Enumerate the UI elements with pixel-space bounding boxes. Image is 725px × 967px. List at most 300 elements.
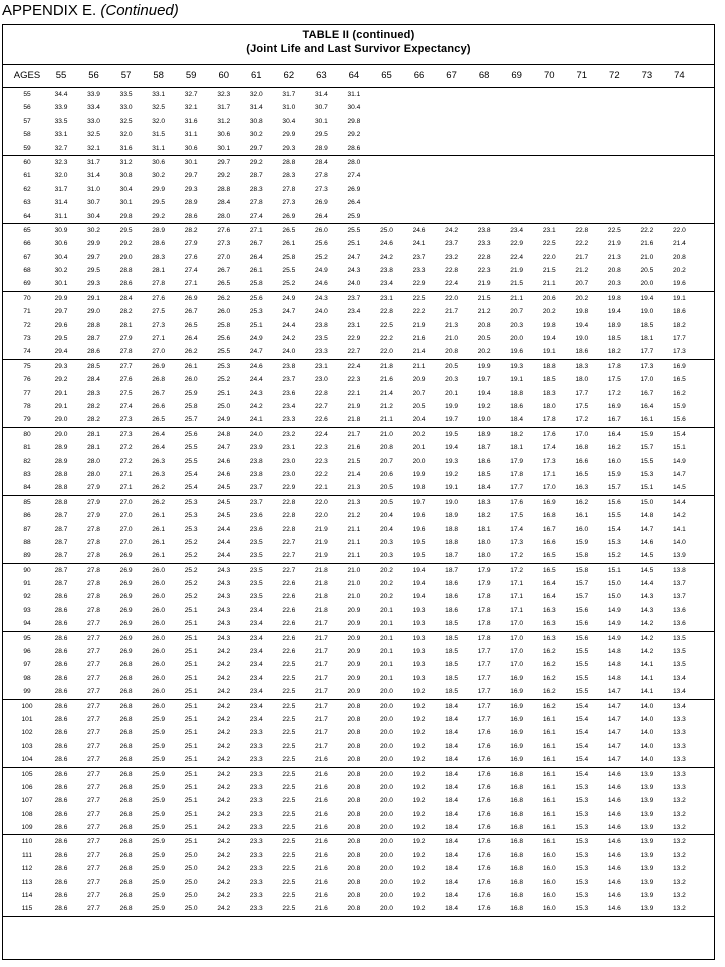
table-cell: 27.5 [119, 389, 133, 397]
table-cell: 31.7 [217, 104, 231, 112]
table-cell: 20.4 [412, 416, 426, 424]
table-cell: 29.3 [54, 362, 68, 370]
table-cell: 23.7 [347, 294, 361, 302]
table-cell: 25.2 [184, 552, 198, 560]
table-cell: 18.6 [445, 606, 459, 614]
table-row [3, 740, 714, 753]
table-cell: 20.7 [575, 280, 589, 288]
table-cell: 17.6 [477, 905, 491, 913]
table-cell: 21.1 [347, 525, 361, 533]
table-cell: 20.8 [347, 770, 361, 778]
table-cell: 19.4 [575, 321, 589, 329]
table-cell: 25.5 [217, 348, 231, 356]
table-cell: 29.2 [54, 376, 68, 384]
table-cell: 19.2 [412, 824, 426, 832]
table-cell: 15.4 [575, 770, 589, 778]
table-cell: 24.2 [217, 770, 231, 778]
table-cell: 20.5 [412, 402, 426, 410]
table-cell: 27.3 [119, 430, 133, 438]
table-cell: 22.0 [445, 294, 459, 302]
table-cell: 23.3 [249, 892, 263, 900]
table-cell: 22.5 [542, 240, 556, 248]
row-group [3, 428, 714, 496]
table-cell: 21.6 [314, 756, 328, 764]
table-cell: 15.6 [673, 416, 686, 424]
row-group [3, 496, 714, 564]
table-cell: 17.5 [607, 376, 621, 384]
table-cell: 20.2 [673, 267, 686, 275]
table-cell: 26.4 [184, 335, 198, 343]
row-age: 65 [23, 226, 31, 234]
table-body [3, 88, 714, 917]
table-cell: 17.8 [477, 620, 491, 628]
table-cell: 22.2 [640, 226, 654, 234]
row-age: 110 [21, 838, 33, 846]
table-cell: 29.7 [249, 144, 263, 152]
table-cell: 26.9 [119, 580, 133, 588]
table-cell: 28.6 [54, 905, 68, 913]
table-cell: 17.0 [510, 620, 524, 628]
table-cell: 13.7 [673, 593, 686, 601]
table-cell: 27.8 [87, 566, 100, 574]
row-age: 92 [23, 593, 31, 601]
table-row [3, 549, 714, 562]
table-cell: 17.6 [477, 770, 491, 778]
table-cell: 22.6 [282, 580, 296, 588]
table-cell: 18.4 [445, 851, 459, 859]
table-cell: 16.1 [542, 838, 556, 846]
table-row [3, 835, 714, 848]
table-cell: 22.3 [347, 376, 361, 384]
table-cell: 31.0 [87, 185, 100, 193]
table-cell: 27.7 [87, 770, 100, 778]
row-age: 71 [23, 308, 31, 316]
table-row [3, 713, 714, 726]
table-cell: 25.5 [347, 226, 361, 234]
row-age: 66 [23, 240, 31, 248]
table-cell: 13.4 [673, 674, 686, 682]
column-header: 73 [641, 70, 653, 81]
table-cell: 24.2 [217, 905, 231, 913]
table-cell: 18.7 [477, 444, 491, 452]
row-age: 70 [23, 294, 31, 302]
table-cell: 16.0 [607, 457, 621, 465]
table-cell: 31.7 [54, 185, 68, 193]
table-cell: 23.3 [249, 905, 263, 913]
table-cell: 24.7 [217, 444, 231, 452]
table-cell: 27.1 [152, 335, 166, 343]
table-cell: 25.4 [184, 470, 198, 478]
table-cell: 25.3 [217, 362, 231, 370]
table-cell: 20.3 [380, 552, 393, 560]
table-cell: 29.1 [54, 389, 68, 397]
table-cell: 26.8 [119, 892, 133, 900]
table-cell: 21.9 [314, 538, 328, 546]
table-cell: 28.6 [54, 688, 68, 696]
table-cell: 18.7 [445, 552, 459, 560]
table-cell: 16.8 [510, 797, 524, 805]
table-cell: 15.0 [607, 593, 621, 601]
table-cell: 14.6 [607, 865, 621, 873]
table-cell: 16.9 [542, 498, 556, 506]
table-cell: 18.5 [445, 674, 459, 682]
table-cell: 17.1 [510, 580, 524, 588]
table-cell: 19.3 [412, 606, 426, 614]
table-cell: 24.0 [282, 348, 296, 356]
table-cell: 16.1 [542, 783, 556, 791]
table-cell: 27.5 [152, 308, 166, 316]
table-cell: 27.7 [87, 634, 100, 642]
table-cell: 22.8 [477, 253, 491, 261]
table-cell: 16.0 [542, 865, 556, 873]
table-cell: 22.5 [282, 702, 296, 710]
table-cell: 27.8 [119, 348, 133, 356]
table-cell: 26.1 [152, 512, 166, 520]
row-age: 94 [23, 620, 31, 628]
table-cell: 17.6 [510, 498, 524, 506]
table-cell: 13.9 [640, 838, 654, 846]
table-cell: 13.9 [640, 865, 654, 873]
table-row [3, 210, 714, 223]
row-age: 112 [21, 865, 33, 873]
row-age: 103 [21, 742, 33, 750]
table-cell: 21.6 [640, 240, 654, 248]
table-cell: 19.2 [412, 715, 426, 723]
table-cell: 20.0 [380, 838, 393, 846]
table-cell: 26.8 [119, 688, 133, 696]
table-cell: 20.0 [380, 715, 393, 723]
table-row [3, 523, 714, 536]
table-cell: 20.3 [510, 321, 524, 329]
table-cell: 28.6 [54, 865, 68, 873]
table-cell: 16.8 [510, 865, 524, 873]
table-cell: 31.7 [87, 158, 100, 166]
table-cell: 17.9 [477, 566, 491, 574]
table-cell: 20.5 [640, 267, 654, 275]
table-cell: 29.5 [87, 267, 100, 275]
table-cell: 13.2 [673, 824, 686, 832]
table-cell: 14.7 [607, 688, 621, 696]
table-cell: 16.1 [542, 715, 556, 723]
table-cell: 24.2 [217, 797, 231, 805]
table-cell: 20.4 [380, 525, 393, 533]
table-cell: 16.3 [542, 620, 556, 628]
table-cell: 32.5 [152, 104, 166, 112]
table-cell: 27.9 [87, 498, 100, 506]
table-cell: 24.9 [314, 267, 328, 275]
row-age: 76 [23, 376, 31, 384]
table-cell: 25.2 [184, 580, 198, 588]
table-cell: 28.2 [87, 416, 100, 424]
table-cell: 26.0 [152, 661, 166, 669]
table-cell: 26.5 [184, 321, 198, 329]
table-cell: 18.0 [575, 376, 589, 384]
table-cell: 27.8 [87, 580, 100, 588]
table-cell: 14.8 [607, 674, 621, 682]
table-cell: 21.6 [412, 335, 426, 343]
table-row [3, 142, 714, 155]
table-cell: 15.4 [575, 715, 589, 723]
table-cell: 25.8 [249, 280, 263, 288]
table-cell: 15.3 [575, 892, 589, 900]
table-cell: 26.8 [119, 797, 133, 805]
table-cell: 16.1 [542, 824, 556, 832]
table-cell: 29.5 [152, 199, 166, 207]
table-cell: 15.1 [640, 484, 654, 492]
table-cell: 20.9 [347, 634, 361, 642]
table-cell: 22.6 [282, 620, 296, 628]
table-cell: 15.5 [607, 512, 621, 520]
table-cell: 20.1 [445, 389, 459, 397]
table-cell: 27.7 [87, 838, 100, 846]
table-cell: 21.6 [314, 797, 328, 805]
table-cell: 14.7 [607, 702, 621, 710]
table-cell: 19.2 [412, 770, 426, 778]
table-cell: 27.7 [87, 756, 100, 764]
table-cell: 17.0 [640, 376, 654, 384]
table-cell: 26.8 [119, 702, 133, 710]
table-cell: 16.3 [542, 634, 556, 642]
table-cell: 26.1 [152, 525, 166, 533]
table-cell: 27.9 [87, 484, 100, 492]
table-cell: 24.2 [380, 253, 393, 261]
table-cell: 17.4 [510, 525, 524, 533]
table-cell: 24.2 [217, 838, 231, 846]
row-age: 80 [23, 430, 31, 438]
table-cell: 29.8 [347, 117, 361, 125]
table-cell: 22.6 [282, 606, 296, 614]
table-row [3, 196, 714, 209]
table-cell: 25.1 [184, 661, 198, 669]
table-cell: 17.7 [640, 348, 654, 356]
table-cell: 25.9 [152, 715, 166, 723]
table-cell: 28.6 [184, 212, 198, 220]
table-cell: 21.0 [640, 253, 654, 261]
table-cell: 18.4 [445, 810, 459, 818]
table-cell: 21.7 [314, 702, 328, 710]
table-cell: 27.6 [184, 253, 198, 261]
table-cell: 31.1 [152, 144, 166, 152]
table-cell: 22.6 [282, 648, 296, 656]
table-cell: 23.5 [249, 566, 263, 574]
table-cell: 19.3 [412, 661, 426, 669]
row-age: 106 [21, 783, 33, 791]
table-cell: 27.8 [87, 525, 100, 533]
table-cell: 18.4 [445, 702, 459, 710]
table-cell: 13.3 [673, 742, 686, 750]
table-cell: 18.6 [575, 348, 589, 356]
table-cell: 32.0 [249, 91, 263, 98]
table-cell: 33.5 [54, 117, 68, 125]
table-cell: 31.4 [54, 199, 68, 207]
table-cell: 17.4 [542, 444, 556, 452]
table-cell: 26.8 [119, 661, 133, 669]
table-cell: 33.5 [119, 91, 133, 98]
table-row [3, 632, 714, 645]
table-cell: 32.0 [152, 117, 166, 125]
table-cell: 17.8 [510, 470, 524, 478]
table-cell: 24.3 [217, 593, 231, 601]
table-cell: 16.0 [542, 892, 556, 900]
table-cell: 13.2 [673, 892, 686, 900]
table-cell: 18.1 [477, 525, 491, 533]
table-cell: 28.6 [54, 674, 68, 682]
table-row [3, 169, 714, 182]
table-cell: 22.5 [282, 838, 296, 846]
table-cell: 24.2 [249, 402, 263, 410]
table-cell: 19.6 [673, 280, 686, 288]
table-cell: 23.8 [249, 457, 263, 465]
row-age: 75 [23, 362, 31, 370]
table-cell: 16.1 [542, 742, 556, 750]
table-cell: 16.8 [510, 838, 524, 846]
table-cell: 21.7 [314, 674, 328, 682]
table-cell: 27.7 [87, 851, 100, 859]
table-cell: 14.6 [607, 797, 621, 805]
table-cell: 22.5 [282, 797, 296, 805]
row-age: 107 [21, 797, 33, 805]
table-cell: 26.4 [249, 253, 263, 261]
table-cell: 14.9 [673, 457, 686, 465]
table-row [3, 400, 714, 413]
table-cell: 23.3 [249, 824, 263, 832]
table-row [3, 536, 714, 549]
column-header: 65 [381, 70, 392, 81]
table-cell: 19.2 [412, 865, 426, 873]
table-cell: 23.5 [249, 552, 263, 560]
table-cell: 23.0 [282, 457, 296, 465]
table-cell: 21.9 [510, 267, 524, 275]
table-cell: 18.8 [445, 538, 459, 546]
table-cell: 23.7 [445, 240, 459, 248]
table-cell: 16.5 [542, 566, 556, 574]
table-cell: 21.2 [347, 512, 361, 520]
table-cell: 22.5 [282, 892, 296, 900]
table-cell: 26.9 [184, 294, 198, 302]
table-cell: 28.9 [314, 144, 328, 152]
table-cell: 24.2 [217, 824, 231, 832]
table-cell: 27.7 [87, 878, 100, 886]
table-cell: 32.7 [54, 144, 68, 152]
table-cell: 27.9 [184, 240, 198, 248]
table-cell: 25.1 [184, 648, 198, 656]
table-cell: 23.7 [282, 376, 296, 384]
table-cell: 18.6 [477, 457, 491, 465]
table-cell: 29.9 [152, 185, 166, 193]
column-header: 68 [478, 70, 490, 81]
table-cell: 22.8 [282, 525, 296, 533]
table-cell: 25.2 [217, 376, 231, 384]
table-cell: 17.6 [477, 729, 491, 737]
row-age: 64 [23, 212, 31, 220]
table-cell: 16.0 [542, 851, 556, 859]
table-cell: 16.1 [542, 770, 556, 778]
table-cell: 30.4 [87, 212, 100, 220]
table-cell: 15.3 [575, 905, 589, 913]
table-cell: 17.0 [575, 430, 589, 438]
table-cell: 14.0 [640, 742, 654, 750]
row-age: 61 [23, 172, 31, 180]
table-cell: 15.4 [575, 702, 589, 710]
table-cell: 23.3 [249, 865, 263, 873]
table-cell: 14.6 [607, 878, 621, 886]
table-cell: 24.2 [217, 878, 231, 886]
table-cell: 22.5 [282, 715, 296, 723]
table-cell: 16.9 [510, 729, 524, 737]
table-cell: 23.4 [249, 674, 263, 682]
table-cell: 30.2 [54, 267, 68, 275]
table-cell: 19.5 [412, 538, 426, 546]
table-cell: 25.1 [184, 715, 198, 723]
table-cell: 15.4 [607, 525, 621, 533]
table-cell: 20.1 [380, 648, 393, 656]
table-cell: 25.9 [152, 892, 166, 900]
row-age: 115 [21, 905, 33, 913]
table-cell: 24.3 [217, 580, 231, 588]
table-cell: 19.2 [412, 797, 426, 805]
table-cell: 26.9 [119, 593, 133, 601]
table-cell: 18.5 [607, 335, 621, 343]
table-cell: 27.7 [87, 905, 100, 913]
table-cell: 25.1 [217, 389, 231, 397]
table-cell: 25.1 [184, 702, 198, 710]
table-cell: 26.8 [119, 824, 133, 832]
table-cell: 15.5 [575, 688, 589, 696]
row-age: 85 [23, 498, 31, 506]
table-cell: 27.9 [87, 512, 100, 520]
table-cell: 28.8 [54, 470, 68, 478]
table-cell: 22.5 [282, 783, 296, 791]
table-cell: 14.9 [607, 634, 621, 642]
table-cell: 28.3 [249, 185, 263, 193]
table-cell: 24.2 [217, 661, 231, 669]
table-cell: 22.5 [282, 824, 296, 832]
table-cell: 25.1 [184, 756, 198, 764]
row-group [3, 292, 714, 360]
table-cell: 19.4 [542, 335, 556, 343]
table-cell: 21.8 [314, 566, 328, 574]
table-cell: 31.4 [314, 91, 328, 98]
column-header: 62 [283, 70, 295, 81]
table-cell: 19.1 [510, 376, 524, 384]
table-cell: 19.6 [412, 512, 426, 520]
table-cell: 27.8 [314, 172, 328, 180]
table-cell: 21.2 [575, 267, 589, 275]
table-cell: 24.3 [314, 294, 328, 302]
table-cell: 24.1 [249, 416, 263, 424]
table-cell: 24.2 [217, 742, 231, 750]
table-cell: 19.4 [412, 566, 426, 574]
table-cell: 23.3 [249, 783, 263, 791]
table-cell: 16.4 [607, 430, 621, 438]
table-cell: 19.9 [412, 470, 426, 478]
table-cell: 14.7 [640, 525, 654, 533]
table-cell: 28.2 [184, 226, 198, 234]
row-age: 59 [23, 144, 31, 152]
table-cell: 26.9 [119, 648, 133, 656]
column-header: 69 [511, 70, 522, 81]
table-cell: 13.2 [673, 878, 686, 886]
table-cell: 22.4 [347, 362, 361, 370]
table-cell: 17.7 [477, 661, 491, 669]
table-cell: 19.0 [575, 335, 589, 343]
table-cell: 20.0 [380, 688, 393, 696]
table-row [3, 277, 714, 290]
table-cell: 28.6 [152, 240, 166, 248]
table-cell: 18.4 [445, 892, 459, 900]
table-cell: 20.1 [412, 444, 426, 452]
table-cell: 19.2 [445, 470, 459, 478]
